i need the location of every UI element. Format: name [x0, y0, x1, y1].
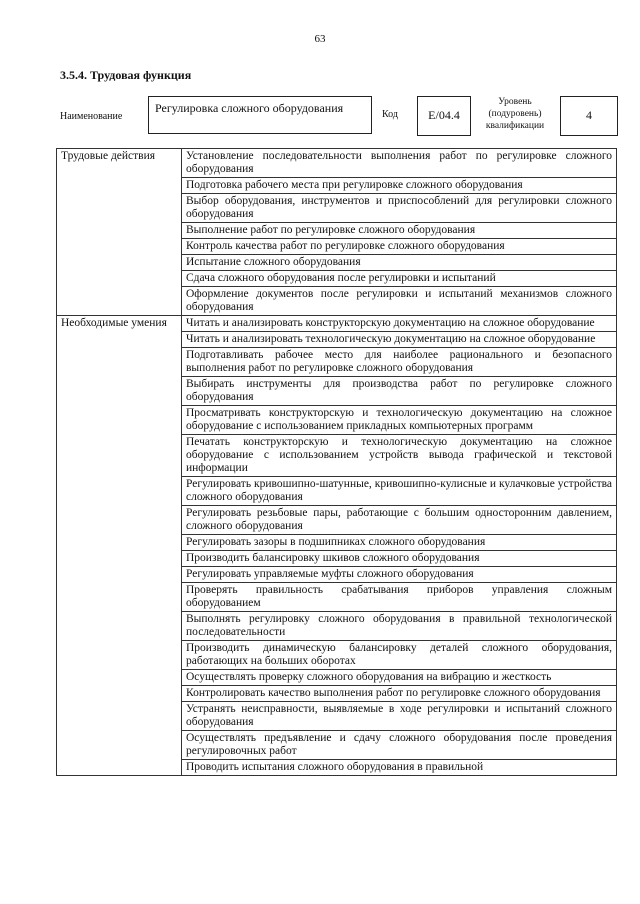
skills-item: Производить динамическую балансировку деталей сложного оборудования, работающих на больших оборотах — [182, 641, 617, 670]
labor-actions-item: Сдача сложного оборудования после регулировки и испытаний — [182, 271, 617, 287]
labor-actions-item: Подготовка рабочего места при регулировке сложного оборудования — [182, 178, 617, 194]
name-value: Регулировка сложного оборудования — [148, 96, 372, 134]
function-table — [56, 148, 617, 776]
labor-actions-row — [57, 149, 617, 178]
labor-actions-item: Выполнение работ по регулировке сложного оборудования — [182, 223, 617, 239]
skills-item: Подготавливать рабочее место для наиболее рационального и безопасного выполнения работ по регулировке сложного оборудования — [182, 348, 617, 377]
code-label: Код — [382, 109, 398, 120]
skills-row — [57, 316, 617, 332]
skills-item: Осуществлять проверку сложного оборудования на вибрацию и жесткость — [182, 670, 617, 686]
skills-item: Выполнять регулировку сложного оборудования в правильной технологической последовательности — [182, 612, 617, 641]
skills-item: Устранять неисправности, выявляемые в ходе регулировки и испытаний сложного оборудования — [182, 702, 617, 731]
skills-item: Производить балансировку шкивов сложного оборудования — [182, 551, 617, 567]
skills-item: Проверять правильность срабатывания приборов управления сложным оборудованием — [182, 583, 617, 612]
skills-item: Регулировать резьбовые пары, работающие с большим односторонним давлением, сложного оборудования — [182, 506, 617, 535]
skills-item: Печатать конструкторскую и технологическую документацию на сложное оборудование с использованием устройств вывода графической и текстовой информации — [182, 435, 617, 477]
code-value: E/04.4 — [417, 96, 471, 136]
skills-item: Просматривать конструкторскую и технологическую документацию на сложное оборудование с использованием прикладных компьютерных программ — [182, 406, 617, 435]
labor-actions-item: Контроль качества работ по регулировке сложного оборудования — [182, 239, 617, 255]
page-number: 63 — [314, 33, 326, 45]
name-label: Наименование — [60, 111, 123, 122]
function-header — [60, 96, 620, 138]
skills-item: Читать и анализировать технологическую документацию на сложное оборудование — [182, 332, 617, 348]
skills-item: Регулировать управляемые муфты сложного оборудования — [182, 567, 617, 583]
skills-item: Читать и анализировать конструкторскую документацию на сложное оборудование — [182, 316, 617, 332]
section-title: 3.5.4. Трудовая функция — [60, 68, 192, 82]
level-label: Уровень (подуровень) квалификации — [485, 97, 545, 131]
labor-actions-item: Оформление документов после регулировки и испытаний механизмов сложного оборудования — [182, 287, 617, 316]
labor-actions-item: Установление последовательности выполнения работ по регулировке сложного оборудования — [182, 149, 617, 178]
skills-label: Необходимые умения — [57, 316, 182, 776]
labor-actions-item: Испытание сложного оборудования — [182, 255, 617, 271]
skills-item: Контролировать качество выполнения работ по регулировке сложного оборудования — [182, 686, 617, 702]
skills-item: Регулировать зазоры в подшипниках сложного оборудования — [182, 535, 617, 551]
labor-actions-item: Выбор оборудования, инструментов и приспособлений для регулировки сложного оборудования — [182, 194, 617, 223]
skills-item: Осуществлять предъявление и сдачу сложного оборудования после проведения регулировочных работ — [182, 731, 617, 760]
skills-item: Проводить испытания сложного оборудования в правильной — [182, 760, 617, 776]
labor-actions-label: Трудовые действия — [57, 149, 182, 316]
level-value: 4 — [560, 96, 618, 136]
skills-item: Выбирать инструменты для производства работ по регулировке сложного оборудования — [182, 377, 617, 406]
skills-item: Регулировать кривошипно-шатунные, кривошипно-кулисные и кулачковые устройства сложного оборудования — [182, 477, 617, 506]
